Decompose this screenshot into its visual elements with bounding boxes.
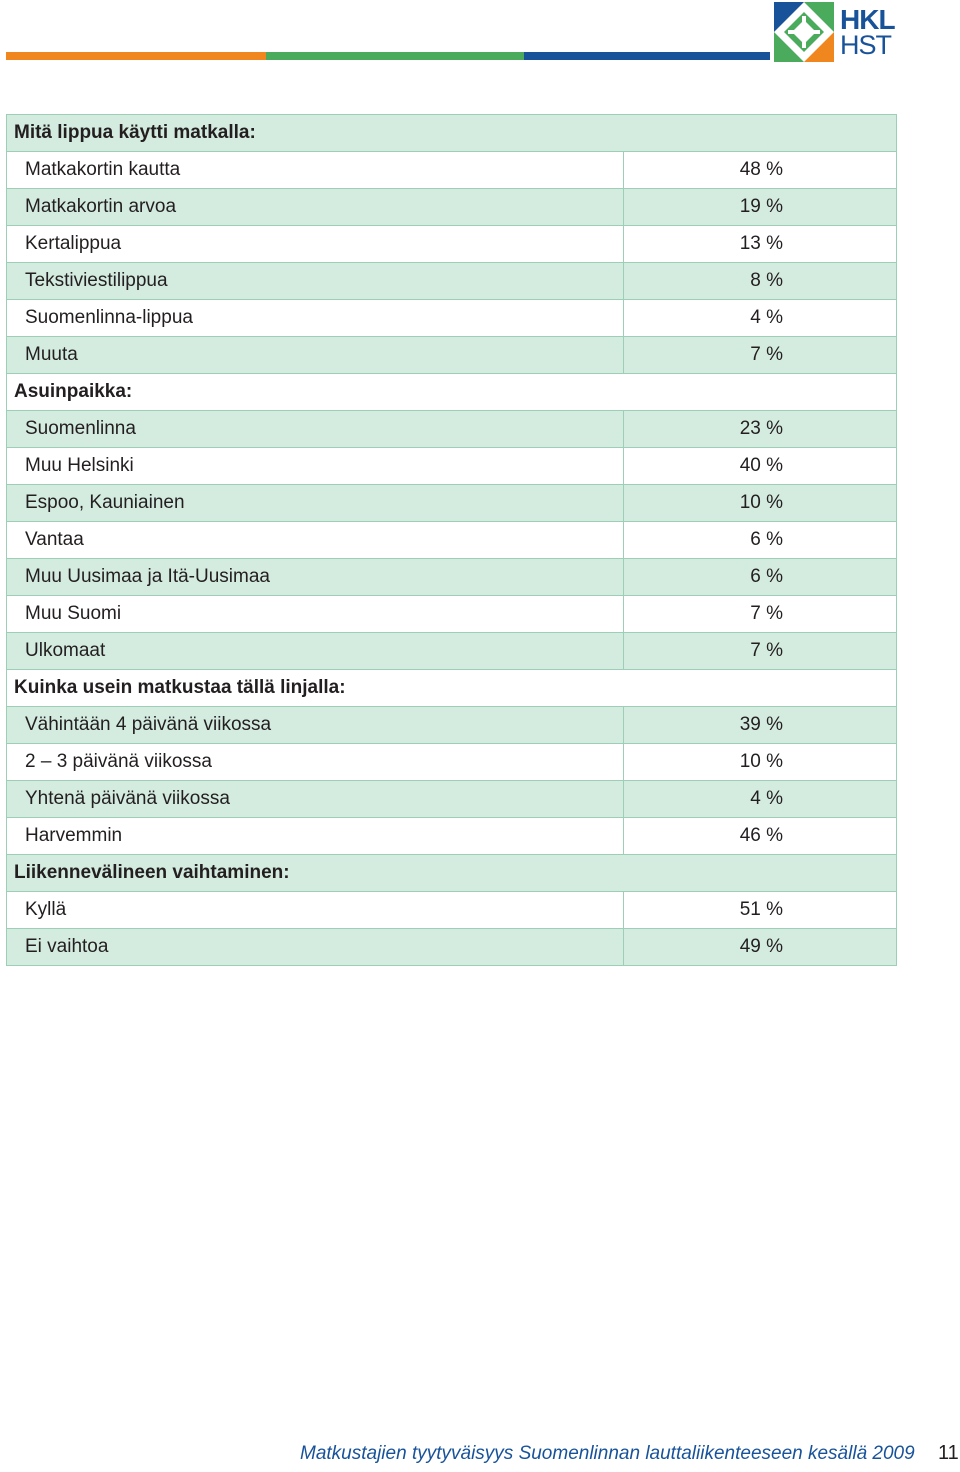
row-value: 19 % — [624, 189, 897, 226]
logo-text-hst: HST — [840, 30, 891, 60]
table-row — [7, 559, 897, 596]
row-value: 48 % — [624, 152, 897, 189]
row-value: 40 % — [624, 448, 897, 485]
header-color-bar — [6, 52, 770, 60]
row-value: 7 % — [624, 337, 897, 374]
row-label: Kertalippua — [7, 226, 624, 263]
row-label: Vähintään 4 päivänä viikossa — [7, 707, 624, 744]
header-bar-orange-segment — [6, 52, 266, 60]
table-row — [7, 781, 897, 818]
section-heading: Mitä lippua käytti matkalla: — [7, 115, 897, 152]
survey-results-table — [6, 114, 897, 966]
hkl-logo-mark-icon — [774, 2, 834, 62]
row-label: Vantaa — [7, 522, 624, 559]
table-row — [7, 485, 897, 522]
table-row — [7, 189, 897, 226]
row-label: Matkakortin arvoa — [7, 189, 624, 226]
table-row — [7, 411, 897, 448]
table-row — [7, 263, 897, 300]
row-label: Muu Uusimaa ja Itä-Uusimaa — [7, 559, 624, 596]
row-value: 39 % — [624, 707, 897, 744]
row-label: Ei vaihtoa — [7, 929, 624, 966]
row-label: Harvemmin — [7, 818, 624, 855]
table-row — [7, 707, 897, 744]
row-label: Yhtenä päivänä viikossa — [7, 781, 624, 818]
table-row — [7, 448, 897, 485]
row-label: Tekstiviestilippua — [7, 263, 624, 300]
table-row — [7, 892, 897, 929]
section-heading-row — [7, 115, 897, 152]
row-value: 23 % — [624, 411, 897, 448]
row-label: Muu Helsinki — [7, 448, 624, 485]
row-value: 10 % — [624, 744, 897, 781]
table-row — [7, 596, 897, 633]
table-row — [7, 818, 897, 855]
table-row — [7, 152, 897, 189]
row-value: 7 % — [624, 633, 897, 670]
section-heading-row — [7, 670, 897, 707]
table-row — [7, 300, 897, 337]
row-value: 13 % — [624, 226, 897, 263]
row-label: Suomenlinna — [7, 411, 624, 448]
footer-title: Matkustajien tyytyväisyys Suomenlinnan lauttaliikenteeseen kesällä 2009 — [300, 1443, 915, 1464]
section-heading: Asuinpaikka: — [7, 374, 897, 411]
row-label: Espoo, Kauniainen — [7, 485, 624, 522]
section-heading-row — [7, 855, 897, 892]
row-label: Muu Suomi — [7, 596, 624, 633]
row-value: 51 % — [624, 892, 897, 929]
row-value: 6 % — [624, 522, 897, 559]
hkl-hst-logo — [774, 2, 904, 62]
row-value: 4 % — [624, 300, 897, 337]
table-row — [7, 633, 897, 670]
header-bar-blue-segment — [524, 52, 770, 60]
row-value: 6 % — [624, 559, 897, 596]
logo-text-hkl: HKL — [840, 4, 895, 35]
table-row — [7, 522, 897, 559]
table-row — [7, 744, 897, 781]
row-label: 2 – 3 päivänä viikossa — [7, 744, 624, 781]
row-label: Matkakortin kautta — [7, 152, 624, 189]
row-value: 10 % — [624, 485, 897, 522]
section-heading: Liikennevälineen vaihtaminen: — [7, 855, 897, 892]
header-bar-green-segment — [266, 52, 524, 60]
row-label: Suomenlinna-lippua — [7, 300, 624, 337]
row-label: Kyllä — [7, 892, 624, 929]
row-value: 8 % — [624, 263, 897, 300]
row-value: 46 % — [624, 818, 897, 855]
table-row — [7, 337, 897, 374]
table-row — [7, 226, 897, 263]
row-value: 49 % — [624, 929, 897, 966]
row-value: 7 % — [624, 596, 897, 633]
row-value: 4 % — [624, 781, 897, 818]
row-label: Muuta — [7, 337, 624, 374]
page-number: 11 — [938, 1442, 959, 1464]
section-heading-row — [7, 374, 897, 411]
table-row — [7, 929, 897, 966]
row-label: Ulkomaat — [7, 633, 624, 670]
section-heading: Kuinka usein matkustaa tällä linjalla: — [7, 670, 897, 707]
